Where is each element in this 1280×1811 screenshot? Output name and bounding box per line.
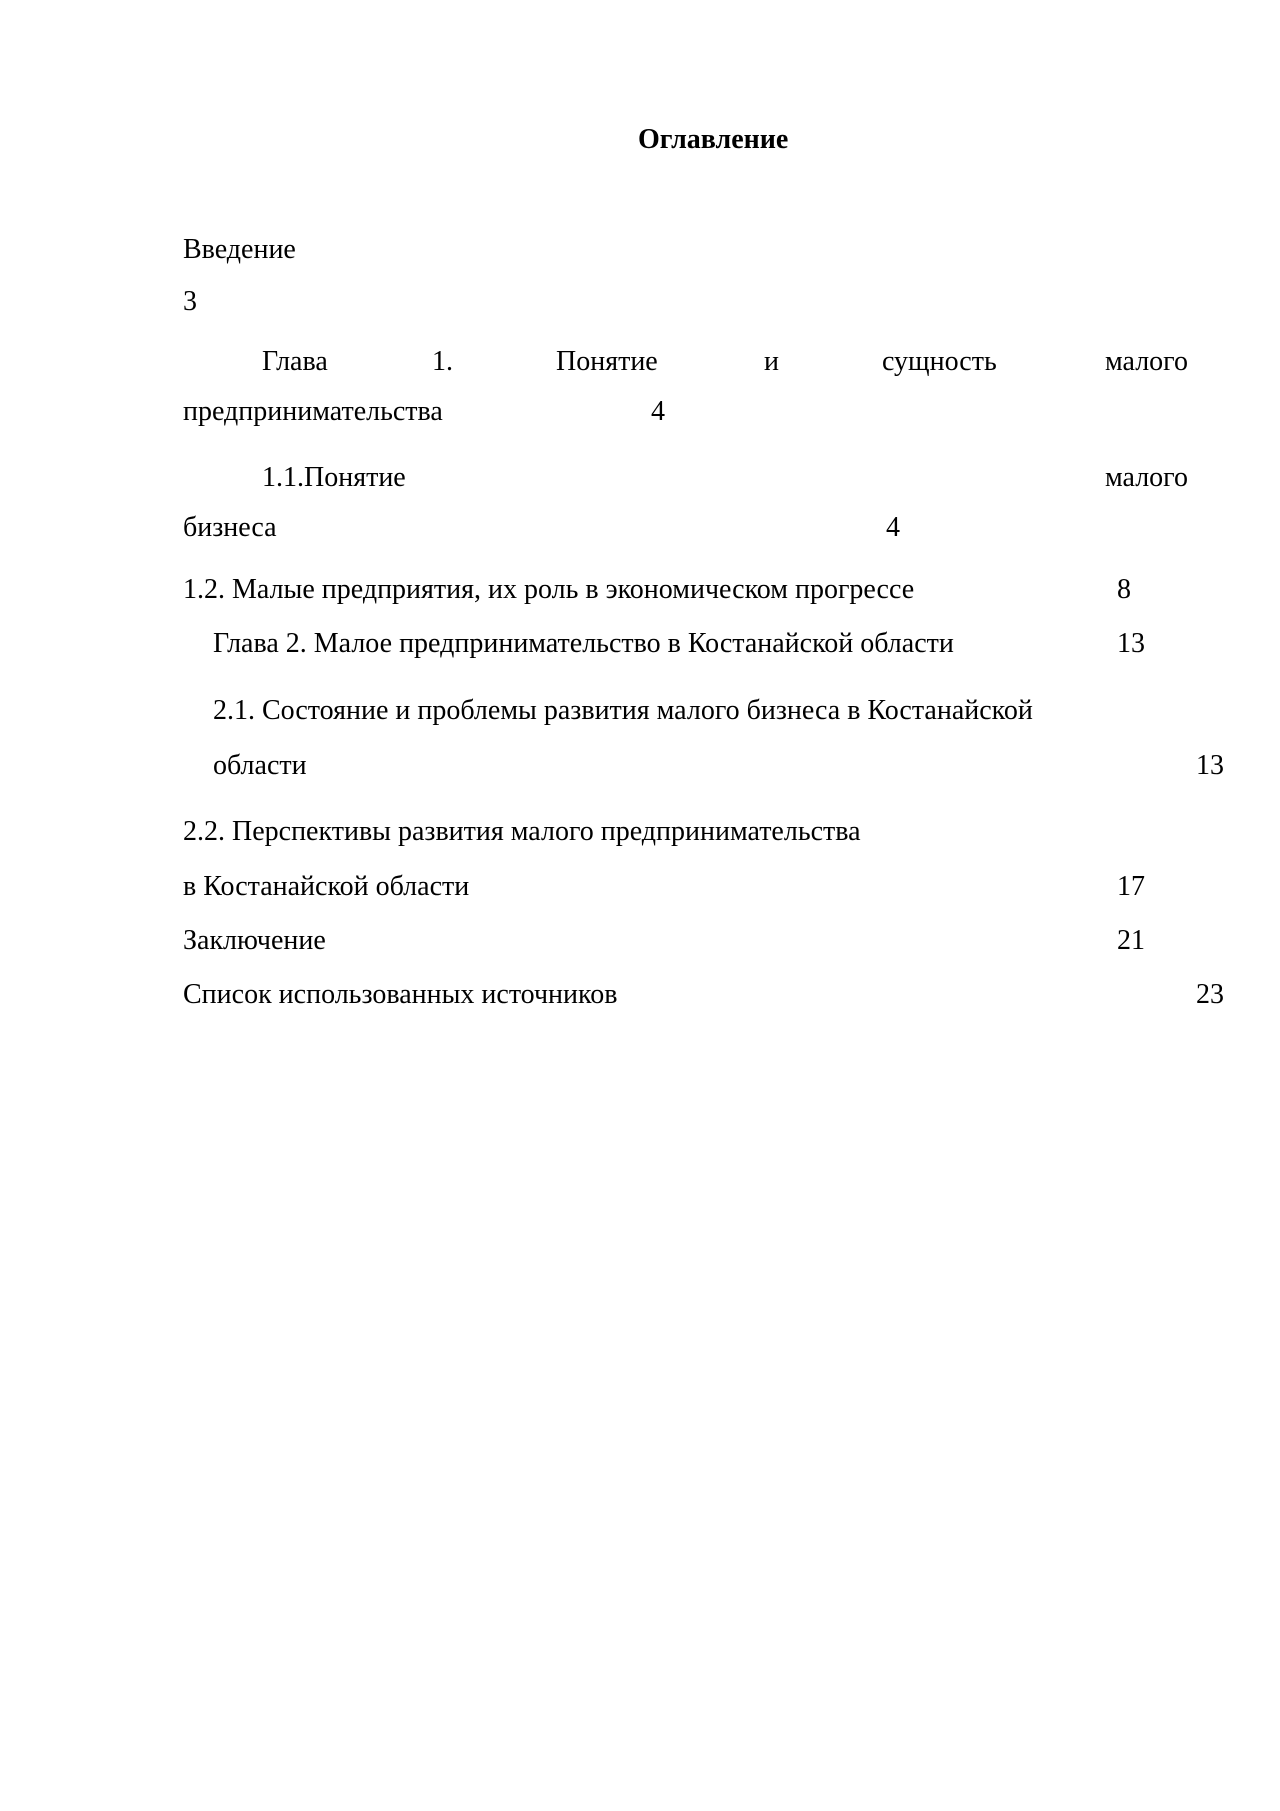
toc-s11-page: 4 [886,512,900,543]
toc-ch2-page: 13 [1117,628,1145,659]
toc-s12-label: 1.2. Малые предприятия, их роль в экономическом прогрессе [183,574,915,605]
toc-ch1-word: 1. [432,346,453,377]
toc-ch1-word: Глава [262,346,328,377]
toc-s21-page: 13 [1196,750,1224,781]
toc-ch1-word: Понятие [556,346,658,377]
toc-s11-label-end: малого [1105,462,1188,493]
toc-ch1-word: и [764,346,779,377]
toc-s11-cont: бизнеса [183,512,277,543]
toc-ch1-cont: предпринимательства [183,396,443,427]
toc-s22-page: 17 [1117,871,1145,902]
toc-conclusion-label: Заключение [183,925,326,956]
toc-ch1-word: сущность [882,346,997,377]
toc-s11-label: 1.1.Понятие [262,462,406,493]
toc-s12-page: 8 [1117,574,1131,605]
toc-intro-page: 3 [183,286,197,317]
toc-intro-label: Введение [183,234,296,265]
toc-conclusion-page: 21 [1117,925,1145,956]
toc-s22-cont: в Костанайской области [183,871,470,902]
toc-ch2-label: Глава 2. Малое предпринимательство в Костанайской области [213,628,954,659]
toc-ch1-word: малого [1105,346,1188,377]
toc-s21-label: 2.1. Состояние и проблемы развития малого бизнеса в Костанайской [213,695,1033,726]
toc-ch1-page: 4 [651,396,665,427]
toc-sources-page: 23 [1196,979,1224,1010]
toc-sources-label: Список использованных источников [183,979,618,1010]
toc-s21-cont: области [213,750,307,781]
page-title: Оглавление [638,124,789,155]
toc-s22-label: 2.2. Перспективы развития малого предпринимательства [183,816,861,847]
